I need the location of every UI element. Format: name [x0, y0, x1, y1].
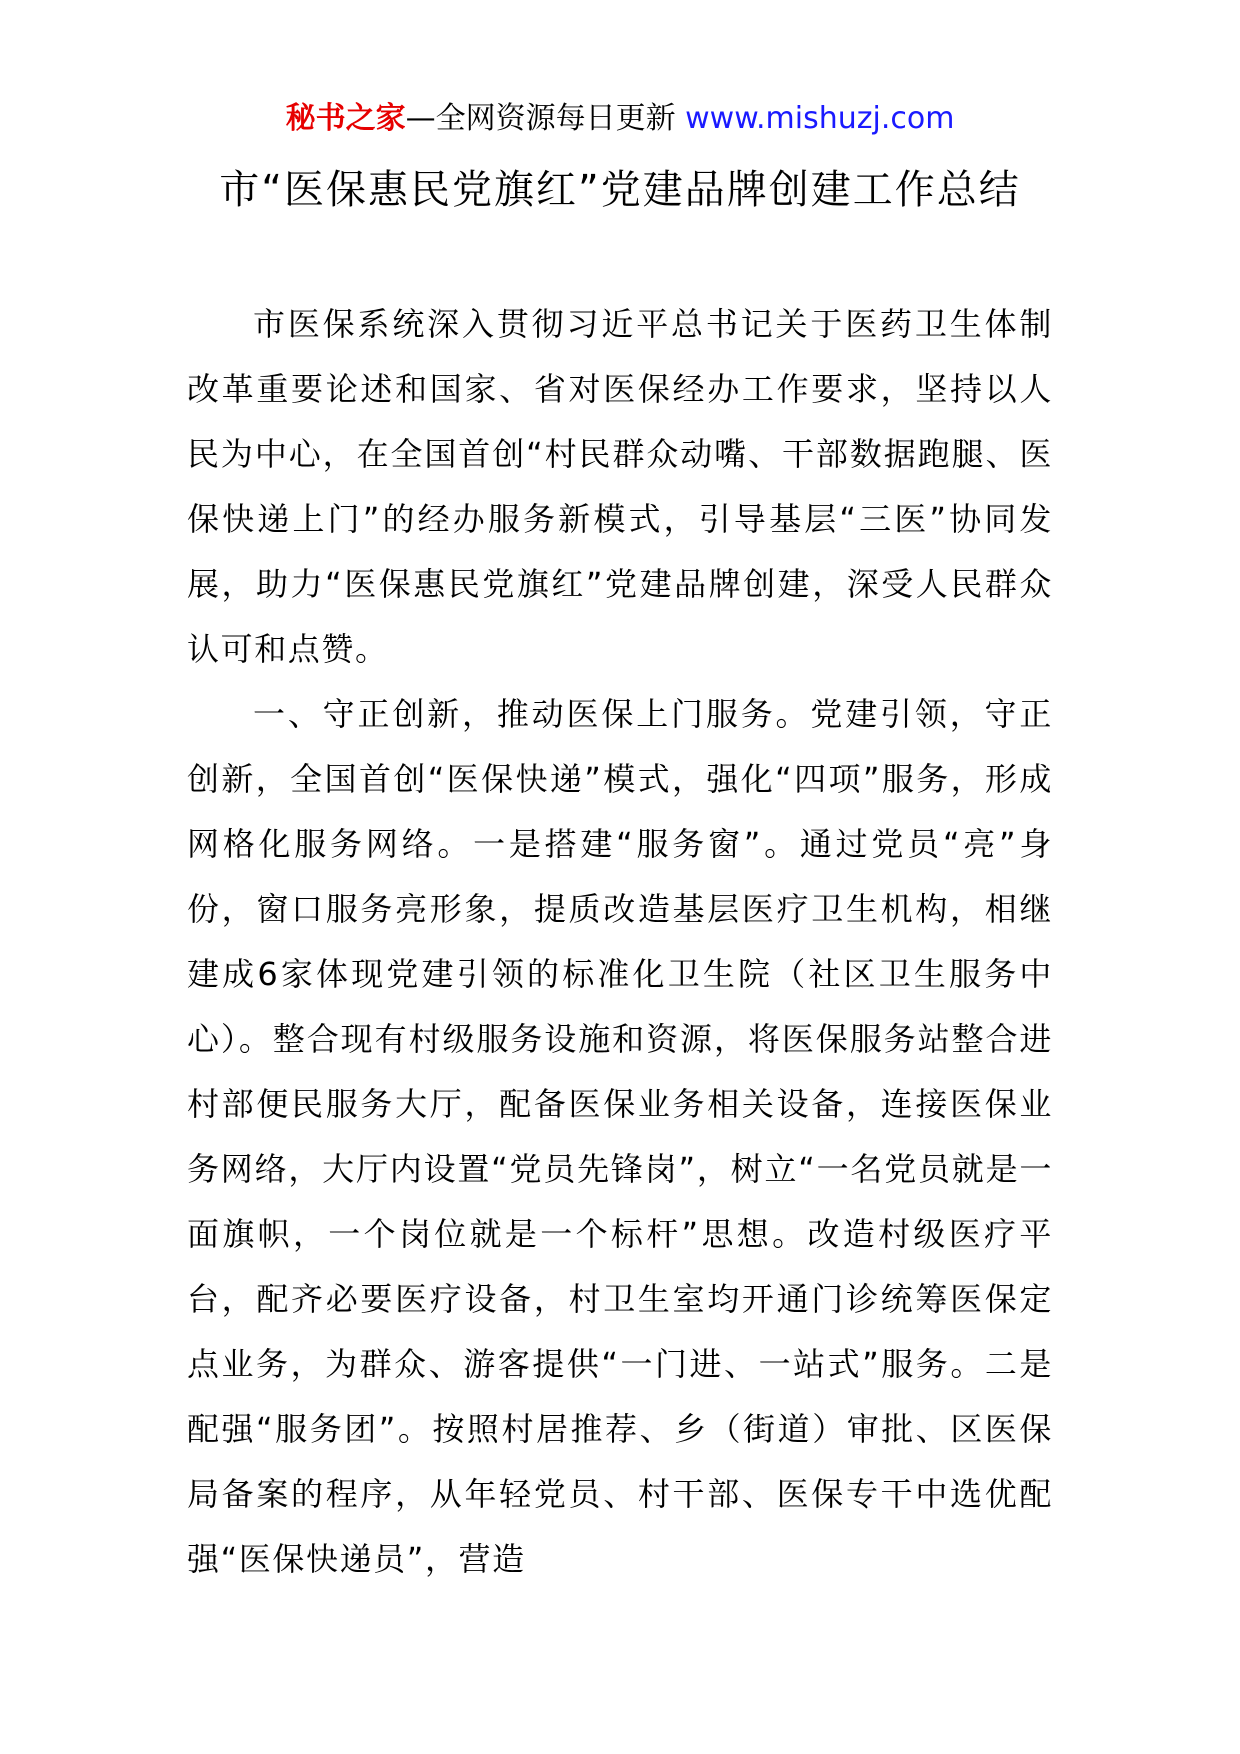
site-url[interactable]: www.mishuzj.com: [685, 101, 955, 136]
paragraph-intro: 市医保系统深入贯彻习近平总书记关于医药卫生体制改革重要论述和国家、省对医保经办工作要求，坚持以人民为中心，在全国首创“村民群众动嘴、干部数据跑腿、医保快递上门”的经办服务新模式，引导基层“三医”协同发展，助力“医保惠民党旗红”党建品牌创建，深受人民群众认可和点赞。: [187, 305, 1053, 668]
paragraph-section-1: 一、守正创新，推动医保上门服务。党建引领，守正创新，全国首创“医保快递”模式，强化“四项”服务，形成网格化服务网络。一是搭建“服务窗”。通过党员“亮”身份，窗口服务亮形象，提质改造基层医疗卫生机构，相继建成6家体现党建引领的标准化卫生院（社区卫生服务中心）。整合现有村级服务设施和资源，将医保服务站整合进村部便民服务大厅，配备医保业务相关设备，连接医保业务网络，大厅内设置“党员先锋岗”，树立“一名党员就是一面旗帜，一个岗位就是一个标杆”思想。改造村级医疗平台，配齐必要医疗设备，村卫生室均开通门诊统筹医保定点业务，为群众、游客提供“一门进、一站式”服务。二是配强“服务团”。按照村居推荐、乡（街道）审批、区医保局备案的程序，从年轻党员、村干部、医保专干中选优配强“医保快递员”，营造: [187, 695, 1053, 1578]
document-title: 市“医保惠民党旗红”党建品牌创建工作总结: [219, 167, 1021, 213]
brand-name: 秘书之家: [285, 101, 406, 136]
document-body: [187, 292, 1053, 1592]
header-tagline: —全网资源每日更新: [405, 101, 686, 136]
site-header: [0, 98, 1240, 140]
